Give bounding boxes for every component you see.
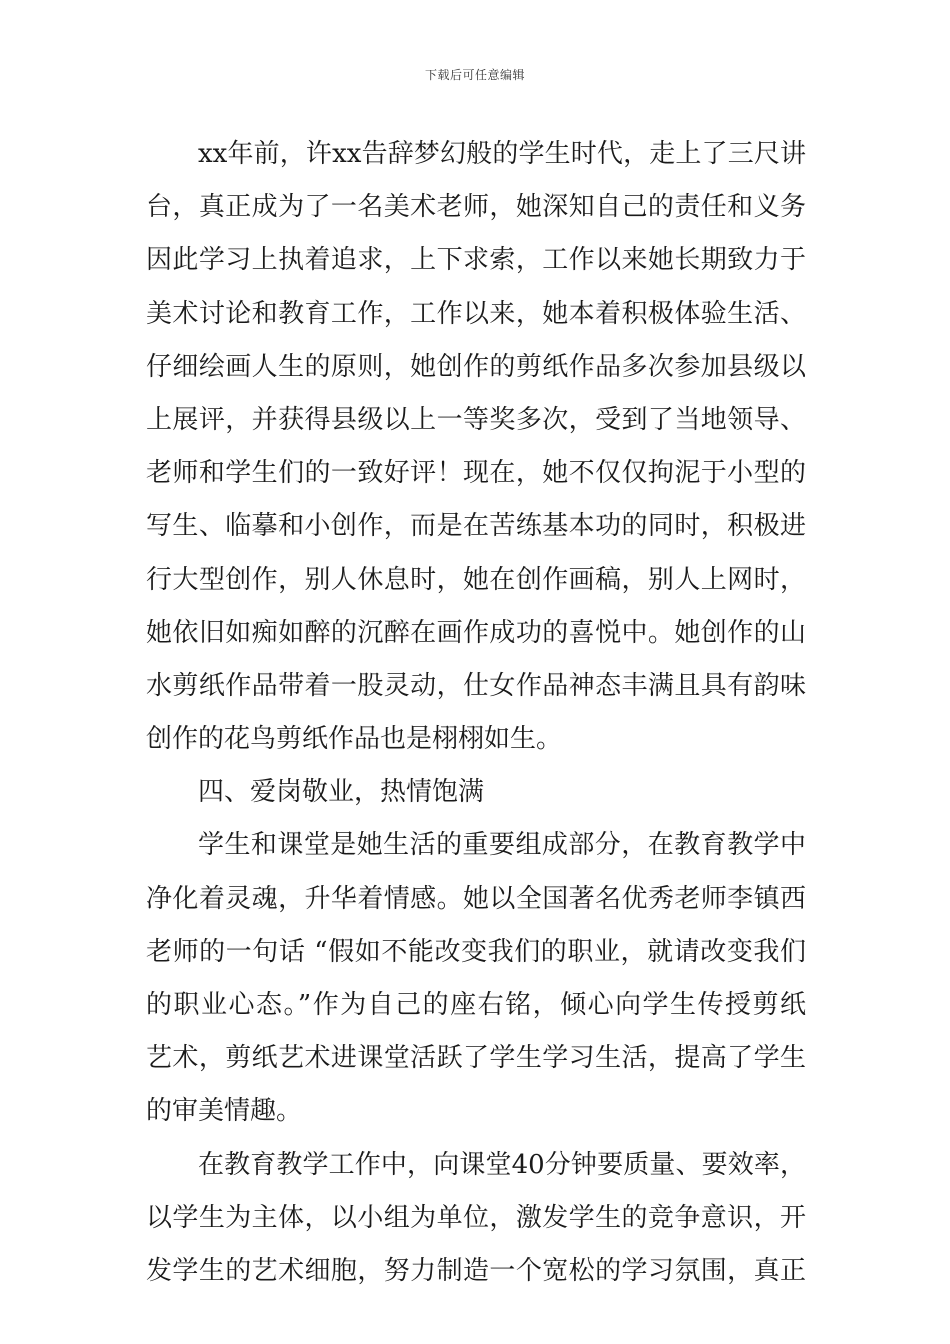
paragraph-line: 台，真正成为了一名美术老师，她深知自己的责任和义务: [146, 192, 806, 223]
paragraph-line: 老师的一句话 “假如不能改变我们的职业，就请改变我们: [146, 936, 806, 967]
paragraph-line: 写生、临摹和小创作，而是在苦练基本功的同时，积极进: [146, 511, 806, 542]
section-heading: 四、爱岗敬业，热情饱满: [198, 777, 485, 808]
paragraph-line: 美术讨论和教育工作，工作以来，她本着积极体验生活、: [146, 298, 806, 329]
paragraph-line: 创作的花鸟剪纸作品也是栩栩如生。: [146, 724, 563, 755]
paragraph-line: 老师和学生们的一致好评！现在，她不仅仅拘泥于小型的: [146, 458, 806, 489]
paragraph-line: 以学生为主体，以小组为单位，激发学生的竞争意识，开: [146, 1202, 806, 1233]
paragraph-line: 的审美情趣。: [146, 1096, 303, 1127]
paragraph-line: 艺术，剪纸艺术进课堂活跃了学生学习生活，提高了学生: [146, 1043, 806, 1074]
paragraph-line: 行大型创作，别人休息时，她在创作画稿，别人上网时，: [146, 564, 806, 595]
paragraph-line: 仔细绘画人生的原则，她创作的剪纸作品多次参加县级以: [146, 351, 806, 382]
paragraph-line: 因此学习上执着追求，上下求索，工作以来她长期致力于: [146, 245, 806, 276]
page-header: 下载后可任意编辑: [424, 68, 525, 82]
paragraph-line: xx年前，许xx告辞梦幻般的学生时代，走上了三尺讲: [198, 139, 806, 169]
paragraph-line: 她依旧如痴如醉的沉醉在画作成功的喜悦中。她创作的山: [146, 617, 806, 648]
paragraph-line: 水剪纸作品带着一股灵动，仕女作品神态丰满且具有韵味: [146, 670, 806, 701]
paragraph-line: 的职业心态。”作为自己的座右铭，倾心向学生传授剪纸: [146, 990, 806, 1020]
paragraph-line: 在教育教学工作中，向课堂40分钟要质量、要效率，: [198, 1149, 806, 1180]
paragraph-line: 上展评，并获得县级以上一等奖多次，受到了当地领导、: [146, 404, 806, 435]
paragraph-line: 学生和课堂是她生活的重要组成部分，在教育教学中: [198, 830, 806, 861]
body-text: [146, 128, 806, 1298]
paragraph-line: 净化着灵魂，升华着情感。她以全国著名优秀老师李镇西: [146, 883, 806, 914]
paragraph-line: 发学生的艺术细胞，努力制造一个宽松的学习氛围，真正: [146, 1255, 806, 1286]
